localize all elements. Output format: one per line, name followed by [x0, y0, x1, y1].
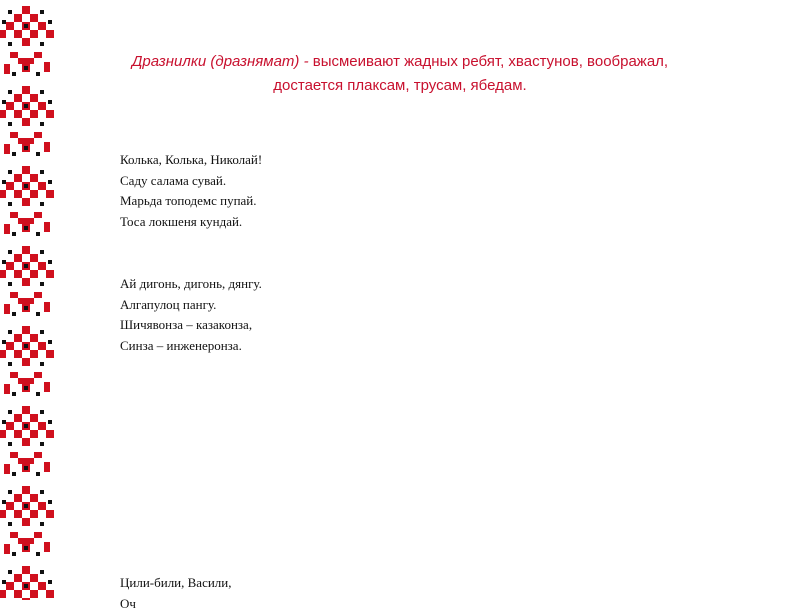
- stanza: [120, 150, 520, 232]
- stanza: [120, 573, 520, 614]
- poems-block: [120, 150, 520, 614]
- poem-line: Саду салама сувай.: [120, 171, 520, 192]
- stanza: [120, 274, 520, 356]
- slide-title: [100, 50, 700, 98]
- poem-line: Ай дигонь, дигонь, дянгу.: [120, 274, 520, 295]
- poem-line: Синза – инженеронза.: [120, 336, 520, 357]
- title-text: высмеивают жадных ребят, хвастунов, воображал, достается плаксам, трусам, ябедам.: [273, 53, 668, 94]
- poem-line: Шичявонза – казаконза,: [120, 315, 520, 336]
- poem-line: Цили-били, Васили,: [120, 573, 520, 594]
- poem-line: Тоса локшеня кундай.: [120, 212, 520, 233]
- poem-line: Марьда топодемс пупай.: [120, 191, 520, 212]
- poem-line: Алгапулоц пангу.: [120, 295, 520, 316]
- title-term: Дразнилки (дразнямат) -: [132, 53, 309, 70]
- poem-line: Оч: [120, 594, 520, 614]
- mordovian-ornament-border: [0, 0, 60, 600]
- poem-line: Колька, Колька, Николай!: [120, 150, 520, 171]
